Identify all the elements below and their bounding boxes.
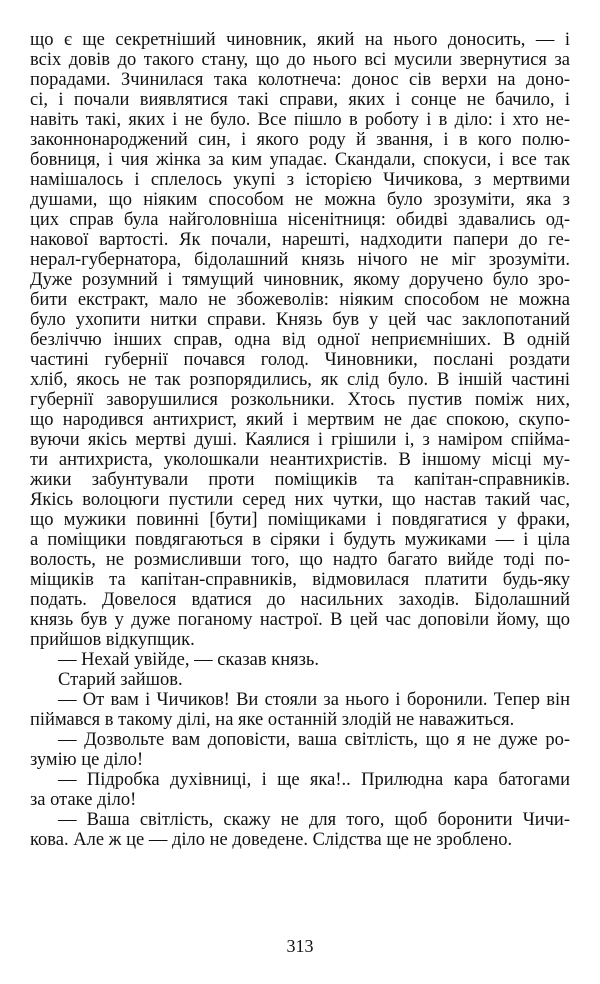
- text-line: кова. Але ж це — діло не доведене. Слідства ще не зроблено.: [30, 830, 513, 850]
- text-line: що народився антихрист, який і мертвим не дає спокою, скупо-: [30, 410, 570, 430]
- text-line: що мужики повинні [бути] поміщиками і повдягатися у фраки,: [30, 510, 570, 530]
- text-line: цих справ була найголовніша нісенітниця: обидві здавались од-: [30, 210, 570, 230]
- text-line: всіх довів до такого стану, що до нього всі мусили звернутися за: [30, 50, 570, 70]
- text-line: накової вартості. Як почали, нарешті, надходити папери до ге-: [30, 230, 570, 250]
- text-line: законнонароджений син, і якого роду й звання, і в кого полю-: [30, 130, 570, 150]
- text-line: — Ваша світлість, скажу не для того, щоб боронити Чичи-: [58, 810, 570, 830]
- text-line: Якісь волоцюги пустили серед них чутки, що настав такий час,: [30, 490, 570, 510]
- page-number: 313: [286, 936, 314, 956]
- text-line: душами, що ніяким способом не можна було зрозуміти, яка з: [30, 190, 570, 210]
- text-line: губернії заворушилися розкольники. Хтось пустив поміж них,: [30, 390, 570, 410]
- text-line: бити екстракт, мало не збожеволів: ніяким способом не можна: [30, 290, 570, 310]
- text-line: що є ще секретніший чиновник, який на нього доносить, — і: [30, 30, 570, 50]
- text-line: — Підробка духівниці, і ще яка!.. Прилюдна кара батогами: [58, 770, 570, 790]
- text-line: частині губернії почався голод. Чиновники, послані роздати: [30, 350, 570, 370]
- text-line: безліччю інших справ, одна від одної неприємніших. В одній: [30, 330, 570, 350]
- text-line: було ухопити нитки справи. Князь був у цей час заклопотаний: [30, 310, 570, 330]
- text-line: — Нехай увійде, — сказав князь.: [58, 650, 319, 670]
- text-line: Дуже розумний і тямущий чиновник, якому доручено було зро-: [30, 270, 570, 290]
- text-line: нерал-губернатора, бідолашний князь нічого не міг зрозуміти.: [30, 250, 570, 270]
- text-line: ти антихриста, уколошкали неантихристів. В іншому місці му-: [30, 450, 570, 470]
- text-line: сі, і почали виявлятися такі справи, яких і сонце не бачило, і: [30, 90, 570, 110]
- text-line: порадами. Зчинилася така колотнеча: донос сів верхи на доно-: [30, 70, 570, 90]
- text-line: бовниця, і чия жінка за ким упадає. Скандали, спокуси, і все так: [30, 150, 570, 170]
- text-line: — От вам і Чичиков! Ви стояли за нього і боронили. Тепер він: [58, 690, 570, 710]
- text-line: Старий зайшов.: [58, 670, 183, 690]
- text-line: навіть такі, яких і не було. Все пішло в роботу і в діло: і хто не-: [30, 110, 570, 130]
- text-line: зумію це діло!: [30, 750, 144, 770]
- text-line: подать. Довелося вдатися до насильних заходів. Бідолашний: [30, 590, 570, 610]
- text-line: міщиків та капітан-справників, відмовилася платити будь-яку: [30, 570, 570, 590]
- text-line: жики забунтували проти поміщиків та капітан-справників.: [30, 470, 570, 490]
- text-line: намішалось і сплелось укупі з історією Чичикова, з мертвими: [30, 170, 570, 190]
- text-line: піймався в такому ділі, на яке останній злодій не наважиться.: [30, 710, 515, 730]
- text-line: а поміщики повдягаються в сіряки і будуть мужиками — і ціла: [30, 530, 570, 550]
- text-line: прийшов відкупщик.: [30, 630, 195, 650]
- text-line: за отаке діло!: [30, 790, 137, 810]
- text-line: — Дозвольте вам доповісти, ваша світлість, що я не дуже ро-: [58, 730, 570, 750]
- text-line: хліб, якось не так розпорядились, як слід було. В іншій частині: [30, 370, 570, 390]
- text-line: вуючи якісь мертві душі. Каялися і грішили і, з наміром спійма-: [30, 430, 570, 450]
- text-line: волость, не розмисливши того, що надто багато вийде тоді по-: [30, 550, 570, 570]
- page-body-text: [30, 30, 570, 850]
- text-line: князь був у дуже поганому настрої. В цей час доповіли йому, що: [30, 610, 570, 630]
